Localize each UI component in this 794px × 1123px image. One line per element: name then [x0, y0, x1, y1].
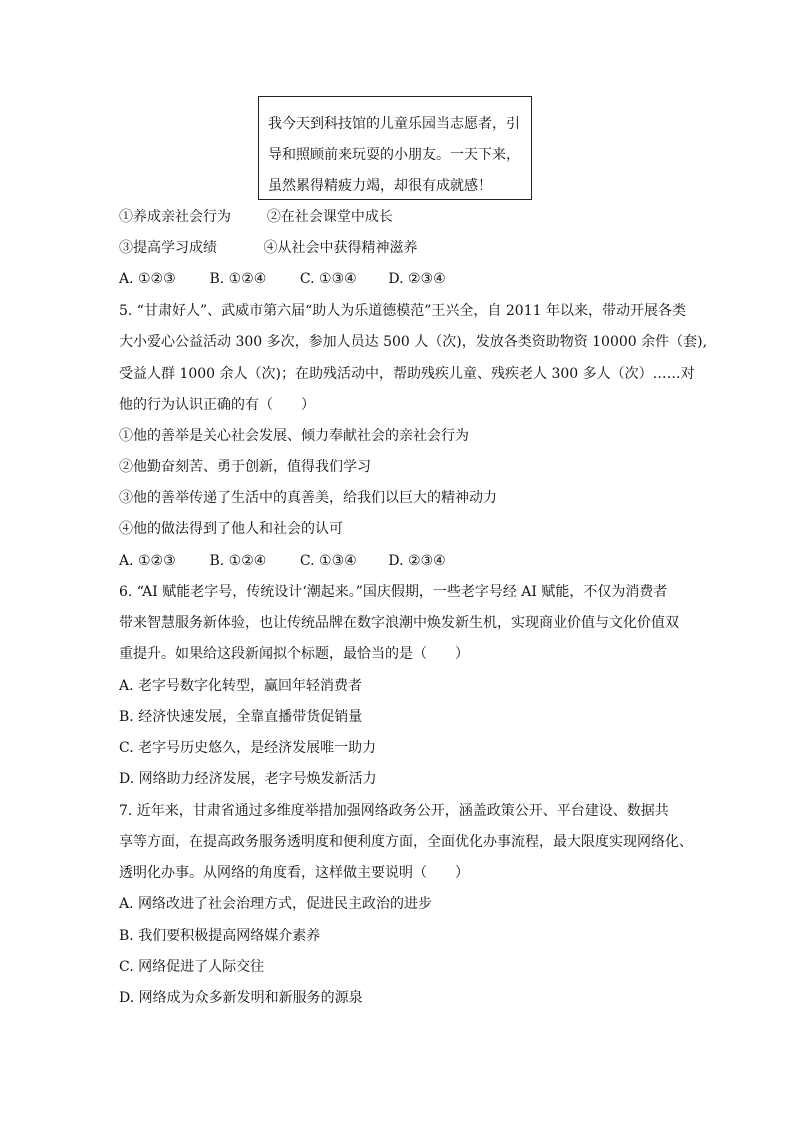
- q5-statement: ④他的做法得到了他人和社会的认可: [119, 521, 343, 537]
- q5-option-a[interactable]: A. ①②③: [119, 553, 176, 569]
- q4-statement: ①养成亲社会行为: [119, 209, 231, 225]
- q4-option-a[interactable]: A. ①②③: [119, 271, 176, 287]
- q5-stem-line: 5. “甘肃好人”、武威市第六届“助人为乐道德模范”王兴全，自 2011 年以来，带动开展各类: [119, 303, 686, 319]
- q5-statement: ③他的善举传递了生活中的真善美，给我们以巨大的精神动力: [119, 490, 497, 506]
- q7-option-c[interactable]: C. 网络促进了人际交往: [119, 959, 265, 975]
- q4-statement-row: [119, 238, 417, 258]
- quote-box: [258, 96, 532, 200]
- q7-stem-line: 享等方面，在提高政务服务透明度和便利度方面，全面优化办事流程，最大限度实现网络化、: [119, 834, 693, 850]
- q4-statement-row: [119, 207, 393, 227]
- q5-stem-line: 他的行为认识正确的有（ ）: [119, 397, 315, 413]
- q6-option-b[interactable]: B. 经济快速发展，全靠直播带货促销量: [119, 709, 363, 725]
- quote-line: 我今天到科技馆的儿童乐园当志愿者，引: [268, 116, 520, 132]
- q4-statement: ②在社会课堂中成长: [266, 209, 393, 225]
- q5-options: [119, 551, 446, 571]
- q5-stem-line: 大小爱心公益活动 300 多次，参加人员达 500 人（次)，发放各类资助物资 10000 余件（套),: [119, 334, 708, 350]
- q7-option-d[interactable]: D. 网络成为众多新发明和新服务的源泉: [119, 990, 363, 1006]
- quote-line: 虽然累得精疲力竭，却很有成就感！: [268, 178, 492, 194]
- q4-option-c[interactable]: C. ①③④: [299, 271, 357, 287]
- q6-option-a[interactable]: A. 老字号数字化转型，赢回年轻消费者: [119, 678, 363, 694]
- q6-stem-line: 带来智慧服务新体验，也让传统品牌在数字浪潮中焕发新生机，实现商业价值与文化价值双: [119, 615, 679, 631]
- q7-stem-line: 透明化办事。从网络的角度看，这样做主要说明（ ）: [119, 865, 469, 881]
- q6-option-d[interactable]: D. 网络助力经济发展，老字号焕发新活力: [119, 771, 377, 787]
- q7-stem-line: 7. 近年来，甘肃省通过多维度举措加强网络政务公开，涵盖政策公开、平台建设、数据共: [119, 803, 669, 819]
- q5-stem-line: 受益人群 1000 余人（次)；在助残活动中，帮助残疾儿童、残疾老人 300 多人（次）……对: [119, 366, 695, 382]
- q7-option-b[interactable]: B. 我们要积极提高网络媒介素养: [119, 928, 321, 944]
- q4-statement: ④从社会中获得精神滋养: [263, 240, 418, 256]
- q6-stem-line: 重提升。如果给这段新闻拟个标题，最恰当的是（ ）: [119, 646, 469, 662]
- q4-statement: ③提高学习成绩: [119, 240, 217, 256]
- q7-option-a[interactable]: A. 网络改进了社会治理方式，促进民主政治的进步: [119, 896, 433, 912]
- q4-option-d[interactable]: D. ②③④: [388, 271, 446, 287]
- q4-option-b[interactable]: B. ①②④: [209, 271, 267, 287]
- q5-option-d[interactable]: D. ②③④: [388, 553, 446, 569]
- q6-stem-line: 6. “AI 赋能老字号，传统设计‘潮起来。”国庆假期，一些老字号经 AI 赋能，不仅为消费者: [119, 584, 668, 600]
- q5-option-b[interactable]: B. ①②④: [209, 553, 267, 569]
- q6-option-c[interactable]: C. 老字号历史悠久，是经济发展唯一助力: [119, 740, 377, 756]
- quote-line: 导和照顾前来玩耍的小朋友。一天下来，: [268, 147, 520, 163]
- q5-statement: ①他的善举是关心社会发展、倾力奉献社会的亲社会行为: [119, 428, 469, 444]
- q5-statement: ②他勤奋刻苦、勇于创新，值得我们学习: [119, 459, 371, 475]
- q4-options: [119, 269, 446, 289]
- q5-option-c[interactable]: C. ①③④: [299, 553, 357, 569]
